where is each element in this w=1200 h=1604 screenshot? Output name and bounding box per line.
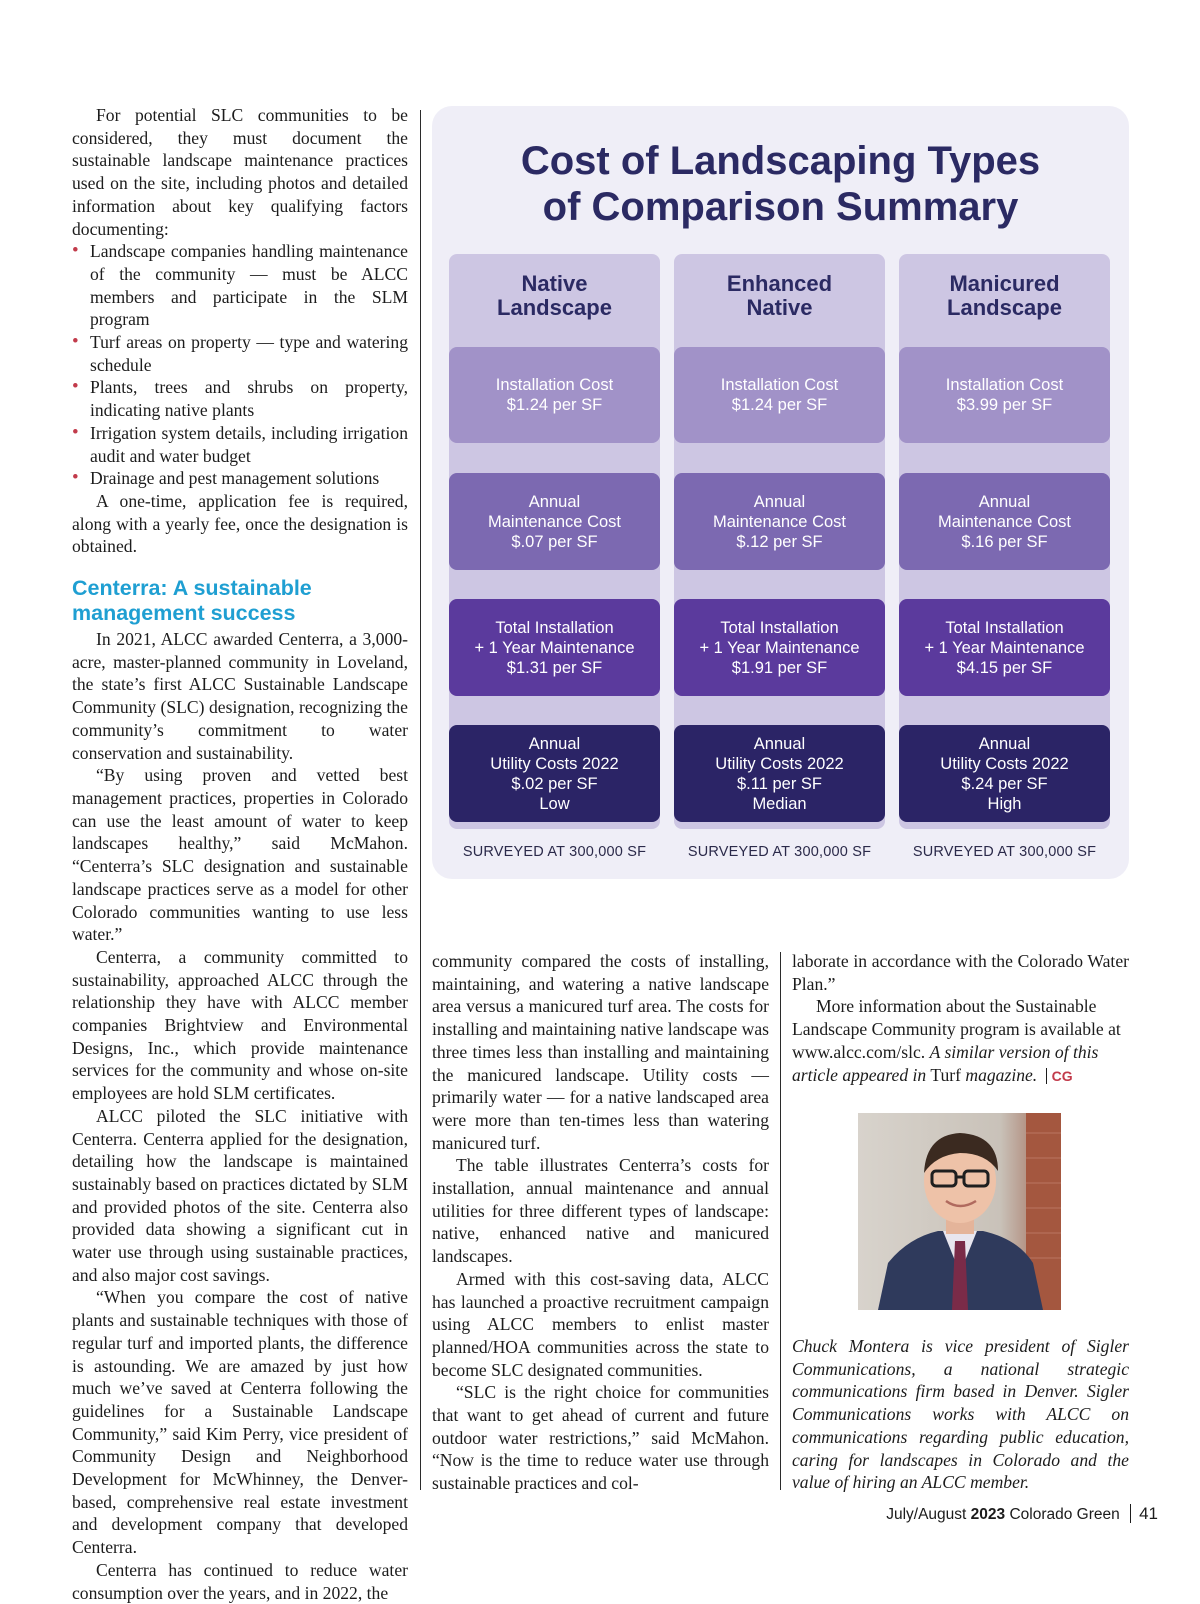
magazine-name: Turf (930, 1064, 961, 1085)
maintenance-cost-box: Annual Maintenance Cost $.12 per SF (674, 473, 885, 570)
page-number: 41 (1130, 1504, 1158, 1523)
body-paragraph: Armed with this cost-saving data, ALCC has launched a proactive recruitment campaign using ALCC members to enlist master planned/HOA communities across the state to become SLC designated communities. (432, 1268, 769, 1380)
installation-cost-box: Installation Cost $3.99 per SF (899, 347, 1110, 443)
utility-cost-box: Annual Utility Costs 2022 $.11 per SF Median (674, 725, 885, 822)
list-item: • Landscape companies handling maintenance of the community — must be ALCC members and participate in the SLM program (72, 240, 408, 331)
title-line: Cost of Landscaping Types (520, 139, 1041, 183)
body-paragraph: Centerra, a community committed to sustainability, approached ALCC through the relationship they have with ALCC member companies Brightview and Environmental Designs, Inc., which provide maintenance services for the community and whose on-site employees are hold SLM certificates. (72, 946, 408, 1104)
qualifying-factors-list (72, 240, 408, 490)
issue-year: 2023 (970, 1506, 1006, 1523)
fee-paragraph: A one-time, application fee is required, along with a yearly fee, once the designation is obtained. (72, 490, 408, 557)
right-column (792, 950, 1129, 1087)
list-item: • Turf areas on property — type and watering schedule (72, 331, 408, 376)
intro-paragraph: For potential SLC communities to be considered, they must document the sustainable landscape maintenance practices used on the site, including photos and detailed information about key qualifying factors documenting: (72, 105, 408, 239)
column-divider (420, 110, 421, 1490)
source-note: A similar version of this article appeared in (792, 1041, 1099, 1085)
title-line: of Comparison Summary (542, 185, 1019, 229)
column-heading: Native Landscape (497, 271, 612, 320)
left-column (72, 104, 408, 1604)
utility-cost-box: Annual Utility Costs 2022 $.24 per SF High (899, 725, 1110, 822)
middle-column (432, 950, 769, 1495)
body-paragraph: ALCC piloted the SLC initiative with Centerra. Centerra applied for the designation, detailing how the landscape is maintained sustainably based on practices dictated by SLM and provided photos of the site. Centerra also provided data showing a significant cut in water use through using sustainable practices, and also major cost savings. (72, 1105, 408, 1285)
body-paragraph: laborate in accordance with the Colorado Water Plan.” (792, 951, 1129, 994)
body-paragraph: Centerra has continued to reduce water consumption over the years, and in 2022, the (72, 1559, 408, 1603)
page-footer (886, 1504, 1158, 1524)
column-divider (780, 952, 781, 1490)
maintenance-cost-box: Annual Maintenance Cost $.07 per SF (449, 473, 660, 570)
body-paragraph: “When you compare the cost of native plants and sustainable techniques with those of regular turf and imported plants, the difference is astounding. We are amazed by just how much we’ve saved at Centerra following the guidelines for a Sustainable Landscape Community,” said Kim Perry, vice president of Community Design and Neighborhood Development for McWhinney, the Denver-based, comprehensive real estate investment and development company that developed Centerra. (72, 1287, 408, 1558)
more-info-paragraph (792, 995, 1129, 1087)
section-subhead: Centerra: A sustainable management success (72, 576, 312, 626)
end-mark: CG (1046, 1068, 1073, 1084)
survey-note: SURVEYED AT 300,000 SF (912, 844, 1097, 860)
body-paragraph: community compared the costs of installing, maintaining, and watering a native landscape area versus a manicured turf area. The costs for installing and maintaining native landscape was three times less than installing and maintaining the manicured landscape. Utility costs — primarily water — for a native landscaped area were more than ten-times less than watering manicured turf. (432, 951, 769, 1153)
body-paragraph: In 2021, ALCC awarded Centerra, a 3,000-acre, master-planned community in Loveland, the state’s first ALCC Sustainable Landscape Community (SLC) designation, recognizing the community’s commitment to water conservation and sustainability. (72, 629, 408, 763)
list-item: • Irrigation system details, including irrigation audit and water budget (72, 422, 408, 467)
cost-comparison-infographic (432, 106, 1129, 879)
total-cost-box: Total Installation + 1 Year Maintenance $1.91 per SF (674, 599, 885, 696)
survey-note: SURVEYED AT 300,000 SF (687, 844, 872, 860)
installation-cost-box: Installation Cost $1.24 per SF (449, 347, 660, 443)
survey-note: SURVEYED AT 300,000 SF (462, 844, 647, 860)
magazine-title: Colorado Green (1009, 1506, 1120, 1523)
issue-date: July/August (886, 1506, 967, 1523)
body-paragraph: “SLC is the right choice for communities that want to get ahead of current and future outdoor water restrictions,” said McMahon. “Now is the time to reduce water use through sustainable practices and col- (432, 1382, 769, 1494)
installation-cost-box: Installation Cost $1.24 per SF (674, 347, 885, 443)
more-info-text: More information about the Sustainable Landscape Community program is available at www.alcc.com/slc. (792, 996, 1121, 1062)
maintenance-cost-box: Annual Maintenance Cost $.16 per SF (899, 473, 1110, 570)
list-item: • Drainage and pest management solutions (72, 467, 408, 490)
body-paragraph: The table illustrates Centerra’s costs for installation, annual maintenance and annual utilities for three different types of landscape: native, enhanced native and manicured landscapes. (432, 1155, 769, 1267)
infographic-title (432, 138, 1129, 230)
author-caption: Chuck Montera is vice president of Sigler Communications, a national strategic communications firm based in Denver. Sigler Communications works with ALCC on communications regarding public education, caring for landscapes in Colorado and the value of hiring an ALCC member. (792, 1336, 1129, 1493)
total-cost-box: Total Installation + 1 Year Maintenance $1.31 per SF (449, 599, 660, 696)
total-cost-box: Total Installation + 1 Year Maintenance $4.15 per SF (899, 599, 1110, 696)
body-paragraph: “By using proven and vetted best management practices, properties in Colorado can use the least amount of water to keep landscapes healthy,” said McMahon. “Centerra’s SLC designation and sustainable landscape practices serve as a model for other Colorado communities wanting to use less water.” (72, 765, 408, 945)
column-heading: Enhanced Native (726, 271, 833, 320)
column-heading: Manicured Landscape (947, 271, 1062, 320)
author-photo (858, 1113, 1061, 1310)
utility-cost-box: Annual Utility Costs 2022 $.02 per SF Low (449, 725, 660, 822)
list-item: • Plants, trees and shrubs on property, indicating native plants (72, 376, 408, 421)
source-note: magazine. (965, 1064, 1038, 1085)
